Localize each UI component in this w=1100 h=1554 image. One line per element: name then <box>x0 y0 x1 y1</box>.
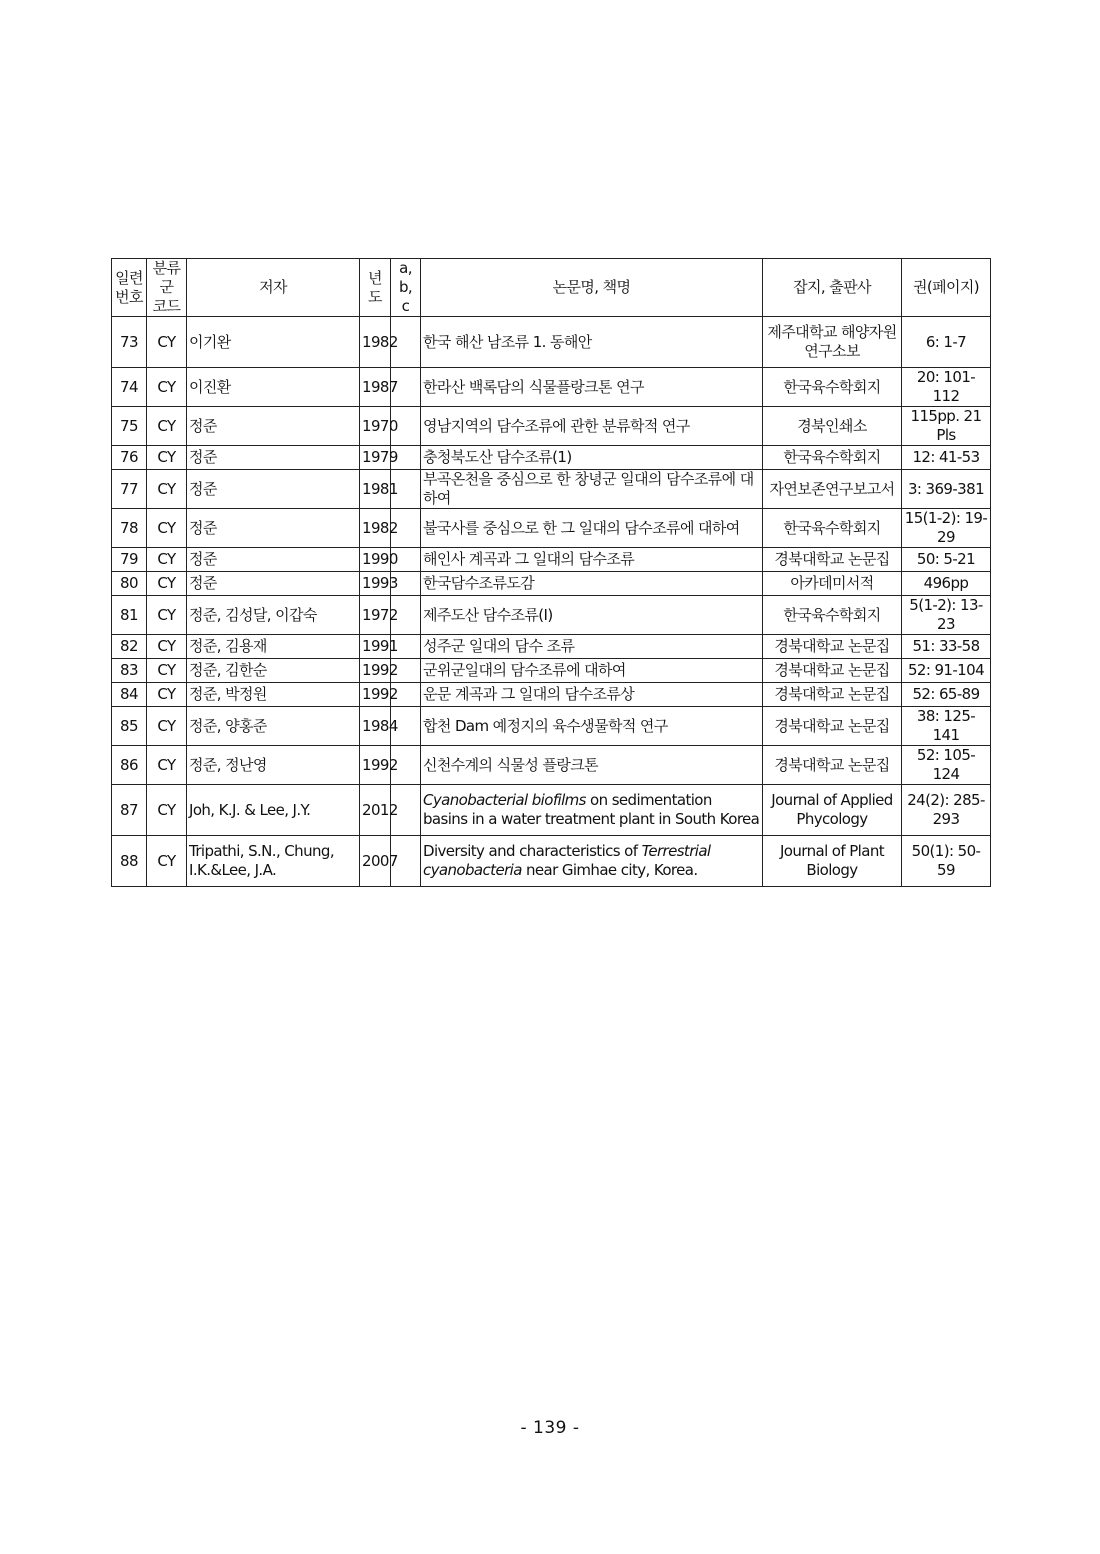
table-row <box>112 446 991 470</box>
cell-no: 86 <box>112 746 147 785</box>
cell-title: 합천 Dam 예정지의 육수생물학적 연구 <box>421 707 763 746</box>
cell-volume: 50: 5-21 <box>902 548 991 572</box>
cell-author: Joh, K.J. & Lee, J.Y. <box>187 785 360 836</box>
cell-code: CY <box>147 746 187 785</box>
cell-author: 이기완 <box>187 317 360 368</box>
cell-volume: 50(1): 50-59 <box>902 836 991 887</box>
cell-year: 1970 <box>360 407 391 446</box>
table-row <box>112 470 991 509</box>
cell-volume: 115pp. 21 Pls <box>902 407 991 446</box>
table-row <box>112 596 991 635</box>
cell-author: Tripathi, S.N., Chung, I.K.&Lee, J.A. <box>187 836 360 887</box>
cell-title: 신천수계의 식물성 플랑크톤 <box>421 746 763 785</box>
cell-code: CY <box>147 407 187 446</box>
cell-volume: 5(1-2): 13-23 <box>902 596 991 635</box>
cell-no: 77 <box>112 470 147 509</box>
cell-no: 83 <box>112 659 147 683</box>
cell-no: 76 <box>112 446 147 470</box>
cell-journal: 아카데미서적 <box>763 572 902 596</box>
cell-journal: 경북대학교 논문집 <box>763 548 902 572</box>
cell-author: 정준, 양홍준 <box>187 707 360 746</box>
cell-year: 1979 <box>360 446 391 470</box>
cell-no: 81 <box>112 596 147 635</box>
cell-author: 이진환 <box>187 368 360 407</box>
cell-code: CY <box>147 572 187 596</box>
table-header <box>112 259 991 317</box>
header-journal: 잡지, 출판사 <box>763 259 902 317</box>
cell-code: CY <box>147 368 187 407</box>
cell-no: 79 <box>112 548 147 572</box>
cell-journal: 한국육수학회지 <box>763 509 902 548</box>
table-row <box>112 746 991 785</box>
cell-title: 불국사를 중심으로 한 그 일대의 담수조류에 대하여 <box>421 509 763 548</box>
header-serial: 일련 번호 <box>112 259 147 317</box>
cell-volume: 52: 105-124 <box>902 746 991 785</box>
cell-journal: 경북대학교 논문집 <box>763 683 902 707</box>
cell-no: 88 <box>112 836 147 887</box>
cell-title: Diversity and characteristics of Terrestrial cyanobacteria near Gimhae city, Korea. <box>421 836 763 887</box>
cell-journal: 경북대학교 논문집 <box>763 746 902 785</box>
cell-no: 80 <box>112 572 147 596</box>
cell-title: 한라산 백록담의 식물플랑크톤 연구 <box>421 368 763 407</box>
cell-author: 정준 <box>187 509 360 548</box>
cell-journal: Journal of Applied Phycology <box>763 785 902 836</box>
cell-code: CY <box>147 470 187 509</box>
header-volume: 권(페이지) <box>902 259 991 317</box>
table-row <box>112 509 991 548</box>
cell-author: 정준, 김성달, 이갑숙 <box>187 596 360 635</box>
cell-author: 정준, 박정원 <box>187 683 360 707</box>
cell-year: 1982 <box>360 509 391 548</box>
cell-journal: 한국육수학회지 <box>763 446 902 470</box>
cell-no: 87 <box>112 785 147 836</box>
cell-year: 1987 <box>360 368 391 407</box>
cell-code: CY <box>147 317 187 368</box>
table-row <box>112 548 991 572</box>
cell-volume: 12: 41-53 <box>902 446 991 470</box>
cell-no: 78 <box>112 509 147 548</box>
cell-no: 84 <box>112 683 147 707</box>
cell-code: CY <box>147 785 187 836</box>
cell-author: 정준 <box>187 548 360 572</box>
table-row <box>112 317 991 368</box>
table-row <box>112 659 991 683</box>
cell-volume: 51: 33-58 <box>902 635 991 659</box>
cell-volume: 20: 101-112 <box>902 368 991 407</box>
cell-code: CY <box>147 509 187 548</box>
cell-year: 1992 <box>360 746 391 785</box>
cell-code: CY <box>147 596 187 635</box>
cell-author: 정준, 정난영 <box>187 746 360 785</box>
cell-year: 1984 <box>360 707 391 746</box>
cell-author: 정준, 김한순 <box>187 659 360 683</box>
cell-author: 정준, 김용재 <box>187 635 360 659</box>
header-taxon-code: 분류군 코드 <box>147 259 187 317</box>
cell-journal: 한국육수학회지 <box>763 596 902 635</box>
cell-year: 1993 <box>360 572 391 596</box>
cell-title: Cyanobacterial biofilms on sedimentation basins in a water treatment plant in South Korea <box>421 785 763 836</box>
cell-title: 한국담수조류도감 <box>421 572 763 596</box>
cell-year: 1992 <box>360 683 391 707</box>
cell-year: 1972 <box>360 596 391 635</box>
cell-author: 정준 <box>187 407 360 446</box>
cell-title: 군위군일대의 담수조류에 대하여 <box>421 659 763 683</box>
cell-code: CY <box>147 548 187 572</box>
cell-journal: 제주대학교 해양자원연구소보 <box>763 317 902 368</box>
cell-year: 2012 <box>360 785 391 836</box>
cell-author: 정준 <box>187 470 360 509</box>
header-title: 논문명, 책명 <box>421 259 763 317</box>
header-author: 저자 <box>187 259 360 317</box>
table-row <box>112 683 991 707</box>
cell-code: CY <box>147 683 187 707</box>
table-row <box>112 368 991 407</box>
cell-code: CY <box>147 836 187 887</box>
cell-year: 2007 <box>360 836 391 887</box>
table-row <box>112 836 991 887</box>
cell-journal: 경북인쇄소 <box>763 407 902 446</box>
cell-title: 해인사 계곡과 그 일대의 담수조류 <box>421 548 763 572</box>
cell-code: CY <box>147 659 187 683</box>
cell-no: 85 <box>112 707 147 746</box>
table-row <box>112 635 991 659</box>
cell-author: 정준 <box>187 446 360 470</box>
cell-volume: 496pp <box>902 572 991 596</box>
table-row <box>112 407 991 446</box>
header-year: 년도 <box>360 259 391 317</box>
cell-journal: 자연보존연구보고서 <box>763 470 902 509</box>
cell-volume: 24(2): 285-293 <box>902 785 991 836</box>
page-number: - 139 - <box>520 1418 580 1438</box>
cell-year: 1982 <box>360 317 391 368</box>
cell-title: 한국 해산 남조류 1. 동해안 <box>421 317 763 368</box>
cell-journal: 경북대학교 논문집 <box>763 635 902 659</box>
cell-code: CY <box>147 707 187 746</box>
cell-title: 성주군 일대의 담수 조류 <box>421 635 763 659</box>
cell-title: 충청북도산 담수조류(1) <box>421 446 763 470</box>
reference-table <box>111 258 991 887</box>
cell-volume: 52: 65-89 <box>902 683 991 707</box>
cell-journal: 경북대학교 논문집 <box>763 659 902 683</box>
cell-year: 1991 <box>360 635 391 659</box>
cell-title: 제주도산 담수조류(I) <box>421 596 763 635</box>
cell-journal: 경북대학교 논문집 <box>763 707 902 746</box>
cell-volume: 3: 369-381 <box>902 470 991 509</box>
cell-no: 75 <box>112 407 147 446</box>
cell-volume: 15(1-2): 19-29 <box>902 509 991 548</box>
cell-volume: 6: 1-7 <box>902 317 991 368</box>
cell-code: CY <box>147 635 187 659</box>
table-row <box>112 707 991 746</box>
table-row <box>112 572 991 596</box>
cell-code: CY <box>147 446 187 470</box>
cell-title: 부곡온천을 중심으로 한 창녕군 일대의 담수조류에 대하여 <box>421 470 763 509</box>
header-abc: a, b, c <box>391 259 421 317</box>
cell-title: 영남지역의 담수조류에 관한 분류학적 연구 <box>421 407 763 446</box>
cell-volume: 38: 125-141 <box>902 707 991 746</box>
cell-author: 정준 <box>187 572 360 596</box>
cell-year: 1981 <box>360 470 391 509</box>
cell-volume: 52: 91-104 <box>902 659 991 683</box>
cell-journal: 한국육수학회지 <box>763 368 902 407</box>
cell-year: 1990 <box>360 548 391 572</box>
cell-no: 74 <box>112 368 147 407</box>
cell-no: 73 <box>112 317 147 368</box>
cell-no: 82 <box>112 635 147 659</box>
table-row <box>112 785 991 836</box>
cell-year: 1992 <box>360 659 391 683</box>
cell-journal: Journal of Plant Biology <box>763 836 902 887</box>
cell-title: 운문 계곡과 그 일대의 담수조류상 <box>421 683 763 707</box>
